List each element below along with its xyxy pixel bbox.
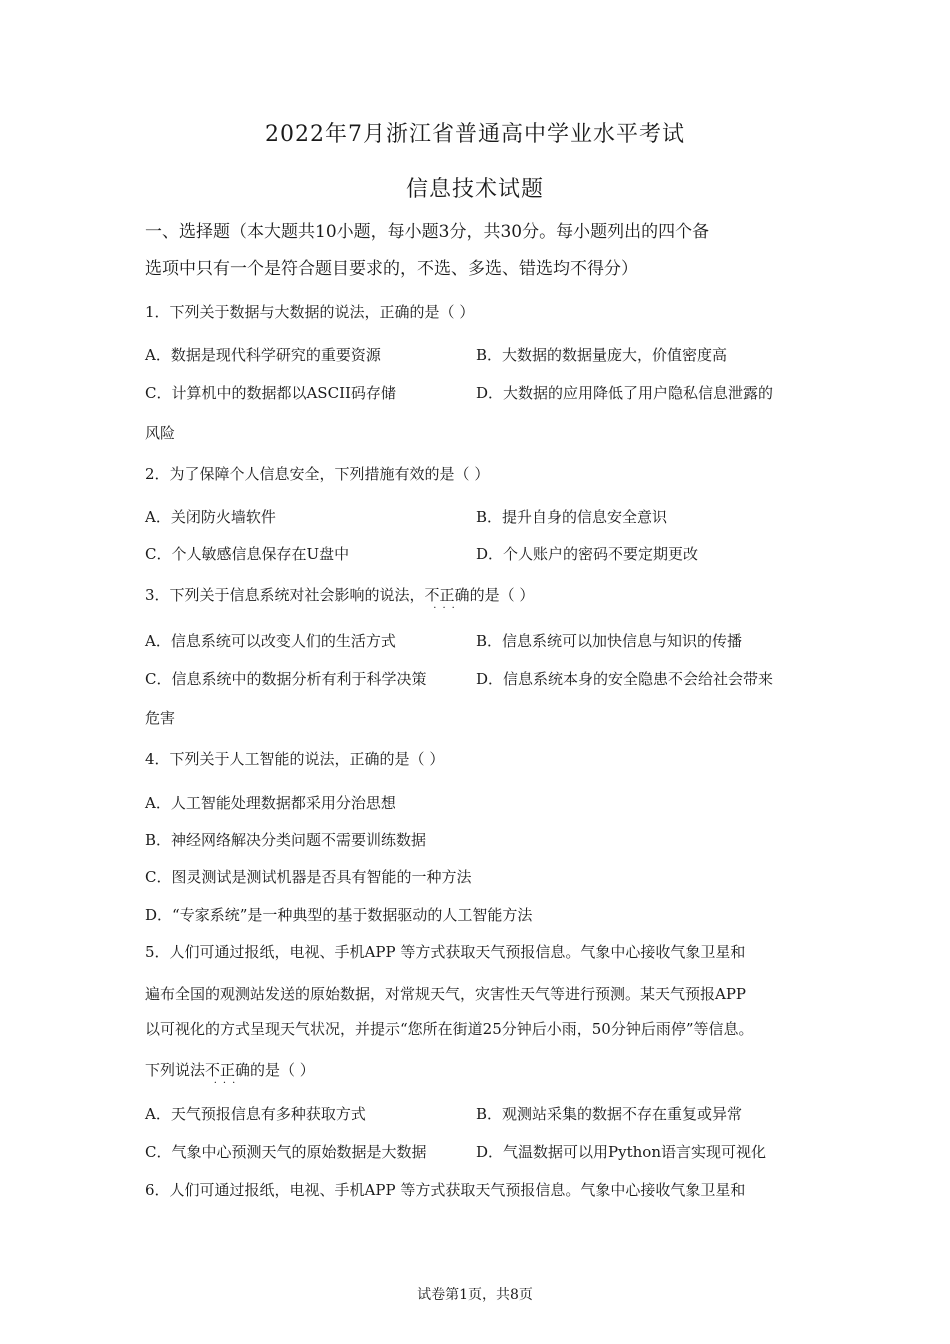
q5-emphasis xyxy=(205,1061,251,1089)
q4-option-a: A．人工智能处理数据都采用分治思想 xyxy=(145,794,396,812)
q4-option-c: C．图灵测试是测试机器是否具有智能的一种方法 xyxy=(145,868,472,886)
q3-emphasis-text: 不正确 xyxy=(424,586,470,604)
exam-subtitle: 信息技术试题 xyxy=(405,177,544,202)
q3-option-b: B．信息系统可以加快信息与知识的传播 xyxy=(476,632,743,650)
q2-stem: 2．为了保障个人信息安全，下列措施有效的是（ ） xyxy=(145,465,490,483)
q3-option-a: A．信息系统可以改变人们的生活方式 xyxy=(145,632,396,650)
q5-option-d: D．气温数据可以用Python语言实现可视化 xyxy=(476,1143,766,1161)
q5-stem-line1: 5．人们可通过报纸，电视、手机APP 等方式获取天气预报信息。气象中心接收气象卫星和 xyxy=(145,943,746,961)
q2-option-c: C．个人敏感信息保存在U盘中 xyxy=(145,545,350,563)
q1-option-d: D．大数据的应用降低了用户隐私信息泄露的 xyxy=(476,384,774,402)
section-instructions-line2: 选项中只有一个是符合题目要求的，不选、多选、错选均不得分） xyxy=(145,259,638,279)
q2-option-b: B．提升自身的信息安全意识 xyxy=(476,508,668,526)
q3-stem-prefix: 3．下列关于信息系统对社会影响的说法， xyxy=(145,586,425,604)
q3-stem xyxy=(145,586,535,614)
q3-emphasis xyxy=(424,586,470,614)
q1-option-b: B．大数据的数据量庞大，价值密度高 xyxy=(476,346,728,364)
q2-option-a: A．关闭防火墙软件 xyxy=(145,508,276,526)
q5-option-a: A．天气预报信息有多种获取方式 xyxy=(145,1105,366,1123)
emphasis-dots: ··· xyxy=(433,603,461,614)
page-footer: 试卷第1页，共8页 xyxy=(417,1287,533,1303)
q1-option-d-continued: 风险 xyxy=(145,424,176,442)
q4-stem: 4．下列关于人工智能的说法，正确的是（ ） xyxy=(145,750,445,768)
q4-option-b: B．神经网络解决分类问题不需要训练数据 xyxy=(145,831,427,849)
q5-stem-line4 xyxy=(145,1061,315,1089)
q1-option-a: A．数据是现代科学研究的重要资源 xyxy=(145,346,381,364)
q5-option-c: C．气象中心预测天气的原始数据是大数据 xyxy=(145,1143,427,1161)
section-instructions-line1: 一、选择题（本大题共10小题，每小题3分，共30分。每小题列出的四个备 xyxy=(145,222,710,242)
q1-option-c: C．计算机中的数据都以ASCII码存储 xyxy=(145,384,396,402)
q5-stem-prefix: 下列说法 xyxy=(145,1061,206,1079)
emphasis-dots: ··· xyxy=(213,1078,242,1089)
q6-stem-line1: 6．人们可通过报纸，电视、手机APP 等方式获取天气预报信息。气象中心接收气象卫星和 xyxy=(145,1181,746,1199)
q5-stem-line2: 遍布全国的观测站发送的原始数据，对常规天气，灾害性天气等进行预测。某天气预报APP xyxy=(145,985,747,1003)
q4-option-d: D．“专家系统”是一种典型的基于数据驱动的人工智能方法 xyxy=(145,906,533,924)
q2-option-d: D．个人账户的密码不要定期更改 xyxy=(476,545,699,563)
q3-stem-suffix: 的是（ ） xyxy=(469,586,535,604)
q5-stem-suffix: 的是（ ） xyxy=(250,1061,315,1079)
q3-option-d-continued: 危害 xyxy=(145,709,176,727)
q5-stem-line3: 以可视化的方式呈现天气状况，并提示“您所在街道25分钟后小雨，50分钟后雨停”等信息。 xyxy=(145,1020,754,1038)
exam-title: 2022年7月浙江省普通高中学业水平考试 xyxy=(265,122,685,147)
q1-stem: 1．下列关于数据与大数据的说法，正确的是（ ） xyxy=(145,303,475,321)
q5-option-b: B．观测站采集的数据不存在重复或异常 xyxy=(476,1105,743,1123)
q5-emphasis-text: 不正确 xyxy=(205,1061,251,1079)
q3-option-d: D．信息系统本身的安全隐患不会给社会带来 xyxy=(476,670,774,688)
q3-option-c: C．信息系统中的数据分析有利于科学决策 xyxy=(145,670,427,688)
